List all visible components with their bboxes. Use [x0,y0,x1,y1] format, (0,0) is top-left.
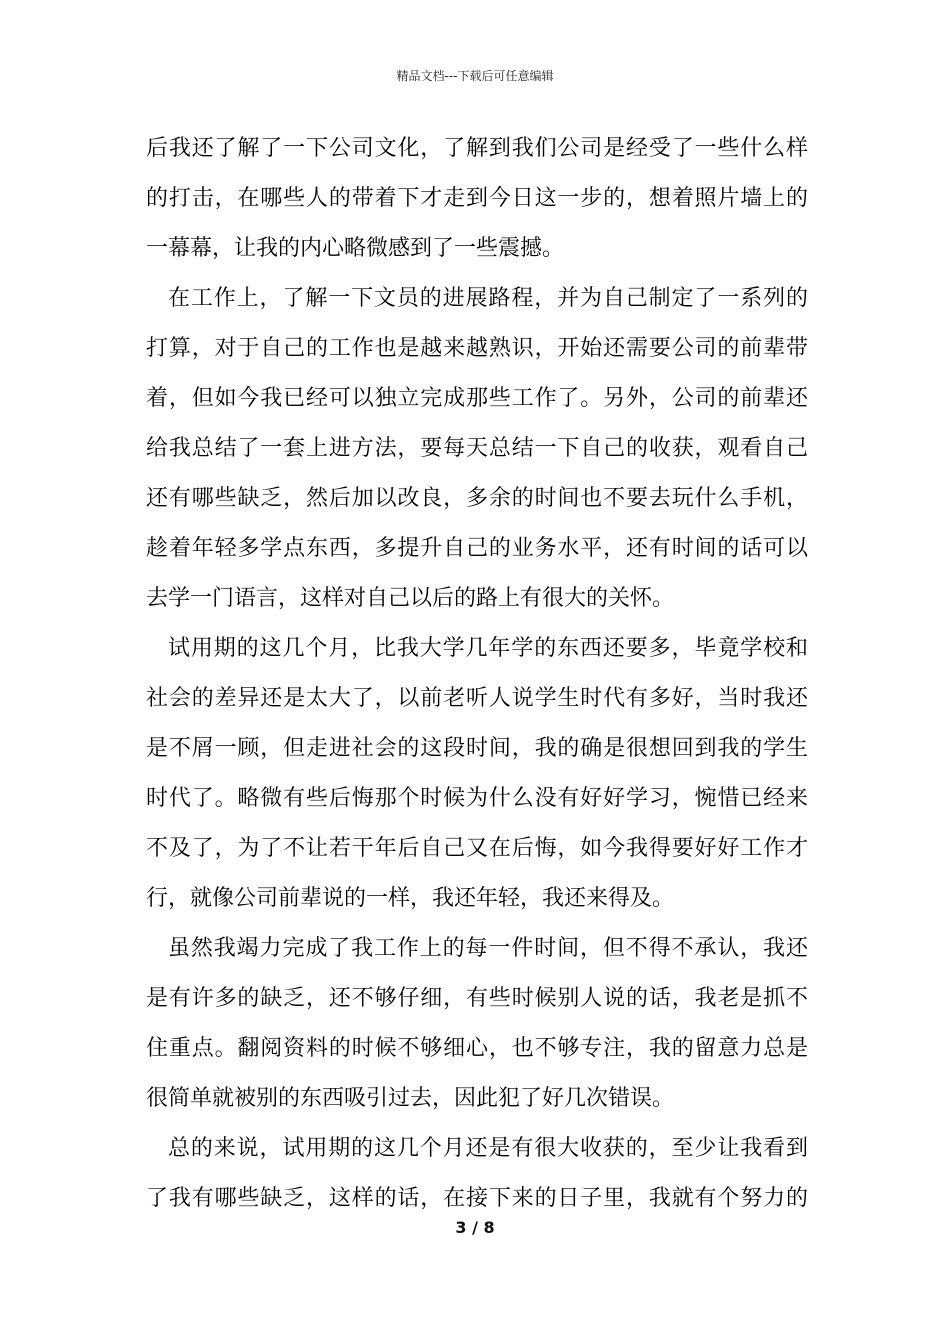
paragraph-line: 着，但如今我已经可以独立完成那些工作了。另外，公司的前辈还 [146,386,808,411]
paragraph-line: 试用期的这几个月，比我大学几年学的东西还要多，毕竟学校和 [168,636,808,661]
document-body [146,124,808,1224]
paragraph-line: 时代了。略微有些后悔那个时候为什么没有好好学习，惋惜已经来 [146,786,808,811]
paragraph-line: 还有哪些缺乏，然后加以改良，多余的时间也不要去玩什么手机， [146,486,808,511]
paragraph-line: 了我有哪些缺乏，这样的话，在接下来的日子里，我就有个努力的 [146,1186,808,1211]
paragraph-line: 的打击，在哪些人的带着下才走到今日这一步的，想着照片墙上的 [146,186,808,211]
paragraph-line: 社会的差异还是太大了，以前老听人说学生时代有多好，当时我还 [146,686,808,711]
paragraph-line: 在工作上，了解一下文员的进展路程，并为自己制定了一系列的 [168,286,808,311]
paragraph-line: 去学一门语言，这样对自己以后的路上有很大的关怀。 [146,586,675,611]
paragraph-line: 是不屑一顾，但走进社会的这段时间，我的确是很想回到我的学生 [146,736,808,761]
paragraph-line: 一幕幕，让我的内心略微感到了一些震撼。 [146,236,565,261]
paragraph-line: 打算，对于自己的工作也是越来越熟识，开始还需要公司的前辈带 [146,336,808,361]
paragraph-line: 给我总结了一套上进方法，要每天总结一下自己的收获，观看自己 [146,436,808,461]
paragraph-line: 趁着年轻多学点东西，多提升自己的业务水平，还有时间的话可以 [146,536,808,561]
paragraph-line: 很简单就被别的东西吸引过去，因此犯了好几次错误。 [146,1086,675,1111]
paragraph-line: 总的来说，试用期的这几个月还是有很大收获的，至少让我看到 [168,1136,808,1161]
paragraph-line: 行，就像公司前辈说的一样，我还年轻，我还来得及。 [146,886,675,911]
page-header: 精品文档---下载后可任意编辑 [396,69,554,83]
paragraph-line: 后我还了解了一下公司文化，了解到我们公司是经受了一些什么样 [146,136,808,161]
paragraph-line: 住重点。翻阅资料的时候不够细心，也不够专注，我的留意力总是 [146,1036,808,1061]
paragraph-line: 虽然我竭力完成了我工作上的每一件时间，但不得不承认，我还 [168,936,808,961]
page-number: 3 / 8 [455,1218,495,1237]
paragraph-line: 不及了，为了不让若干年后自己又在后悔，如今我得要好好工作才 [146,836,808,861]
paragraph-line: 是有许多的缺乏，还不够仔细，有些时候别人说的话，我老是抓不 [146,986,808,1011]
